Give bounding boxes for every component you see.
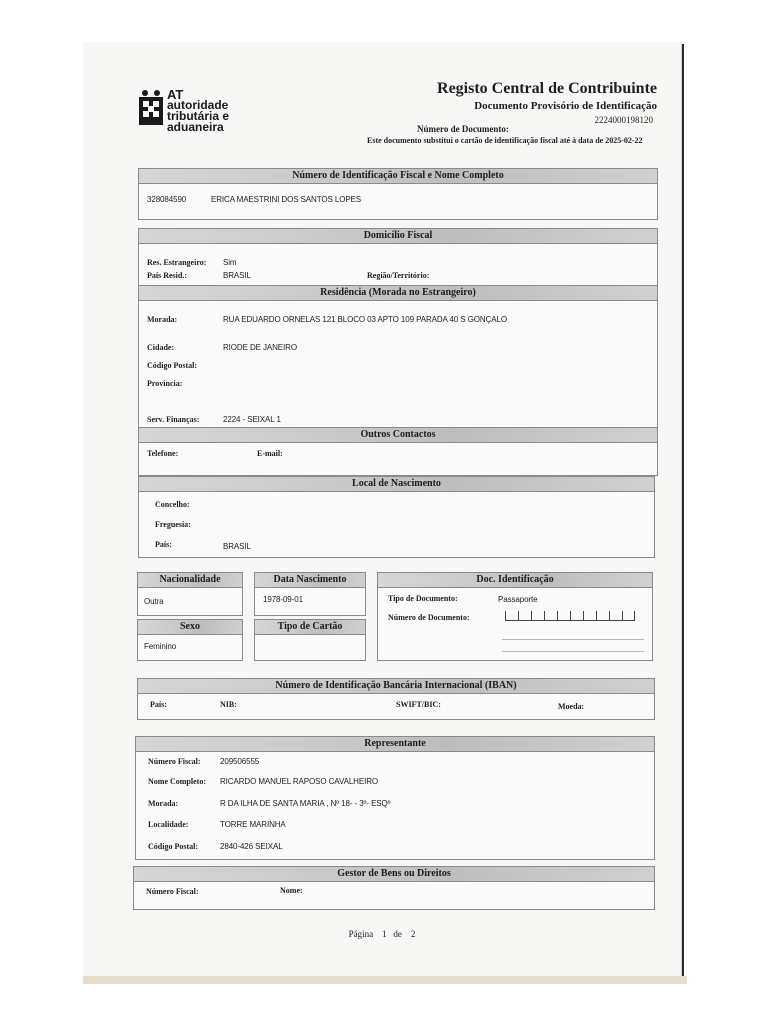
codigo-postal-label: Código Postal: [147,361,197,370]
numero-documento-line-1 [502,639,644,640]
nacionalidade-heading: Nacionalidade [138,573,242,588]
tipo-documento-label: Tipo de Documento: [388,594,458,603]
paper-edge [83,976,687,984]
res-estrangeiro-label: Res. Estrangeiro: [147,258,207,267]
logo-line-3: tributária e aduaneira [167,109,230,134]
serv-financas-value: 2224 - SEIXAL 1 [223,415,281,424]
rep-nome-label: Nome Completo: [148,777,206,786]
swift-bic-label: SWIFT/BIC: [396,700,441,709]
rep-morada-label: Morada: [148,799,179,808]
iban-heading: Número de Identificação Bancária Internacional (IBAN) [138,679,654,694]
pais-resid-value: BRASIL [223,271,251,280]
freguesia-label: Freguesia: [155,520,191,529]
rep-numero-fiscal-label: Número Fiscal: [148,757,201,766]
tipo-documento-value: Passaporte [498,595,538,604]
pagina-label: Página [348,929,374,939]
sexo-value: Feminino [144,642,177,651]
rep-localidade-value: TORRE MARINHA [220,820,286,829]
nif-heading: Número de Identificação Fiscal e Nome Completo [139,169,657,184]
nif-number: 328084590 [147,195,187,204]
page-current: 1 [382,929,387,939]
telefone-label: Telefone: [147,449,179,458]
logo-line-1: AT [167,87,184,102]
pais-nascimento-value: BRASIL [223,542,251,551]
document-title: Registo Central de Contribuinte [437,80,657,97]
domicilio-fiscal-section [138,228,658,476]
iban-pais-label: País: [150,700,167,709]
document-number-value: 2224000198120 [594,115,653,125]
document-number-label: Número de Documento: [417,124,509,134]
outros-contactos-heading: Outros Contactos [139,427,657,443]
cidade-value: RIODE DE JANEIRO [223,343,297,352]
document-page [83,42,681,982]
representante-heading: Representante [136,737,654,752]
de-label: de [393,929,402,939]
at-logo [137,87,287,134]
cidade-label: Cidade: [147,343,175,352]
numero-documento-label: Número de Documento: [388,613,470,622]
iban-section [137,678,655,720]
serv-financas-label: Serv. Finanças: [147,415,200,424]
page-total: 2 [410,929,416,939]
nif-full-name: ERICA MAESTRINI DOS SANTOS LOPES [211,195,362,204]
coat-of-arms-icon [137,89,165,127]
page-footer [83,929,681,939]
provincia-label: Província: [147,379,183,388]
pais-nascimento-label: País: [155,540,172,549]
data-nascimento-heading: Data Nascimento [255,573,365,588]
nascimento-heading: Local de Nascimento [139,477,654,492]
concelho-label: Concelho: [155,500,190,509]
logo-text [167,89,287,133]
sexo-heading: Sexo [138,620,242,635]
numero-documento-entry-boxes [505,610,635,621]
representante-section [135,736,655,860]
rep-localidade-label: Localidade: [148,820,189,829]
rep-morada-value: R DA ILHA DE SANTA MARIA , Nº 18- - 3º- ESQº [220,799,391,808]
morada-value: RUA EDUARDO ORNELAS 121 BLOCO 03 APTO 109 PARADA 40 S GONÇALO [223,315,507,324]
res-estrangeiro-value: Sim [223,258,237,267]
email-label: E-mail: [257,449,283,458]
gestor-bens-section [133,866,655,910]
gestor-heading: Gestor de Bens ou Direitos [134,867,654,882]
numero-documento-line-2 [502,651,644,652]
local-nascimento-section [138,476,655,558]
gestor-nome-label: Nome: [280,886,303,895]
gestor-numero-fiscal-label: Número Fiscal: [146,887,199,896]
logo-line-2: autoridade [167,98,229,112]
morada-label: Morada: [147,315,178,324]
sexo-section [137,619,243,661]
moeda-label: Moeda: [558,702,585,711]
nacionalidade-section [137,572,243,616]
rep-numero-fiscal-value: 209506555 [220,757,260,766]
tipo-cartao-heading: Tipo de Cartão [255,620,365,635]
tipo-cartao-section [254,619,366,661]
regiao-territorio-label: Região/Território: [367,271,430,280]
nib-label: NIB: [220,700,237,709]
nacionalidade-value: Outra [144,597,164,606]
substitution-note: Este documento substitui o cartão de identificação fiscal até à data de 2025-02-22 [367,136,643,145]
rep-codigo-postal-label: Código Postal: [148,842,198,851]
pais-resid-label: País Resid.: [147,271,187,280]
data-nascimento-value: 1978-09-01 [263,595,303,604]
doc-identificacao-heading: Doc. Identificação [378,573,652,588]
doc-identificacao-section [377,572,653,661]
nif-section [138,168,658,220]
rep-codigo-postal-value: 2840-426 SEIXAL [220,842,283,851]
data-nascimento-section [254,572,366,616]
domicilio-heading: Domicílio Fiscal [139,229,657,244]
residencia-heading: Residência (Morada no Estrangeiro) [139,285,657,301]
rep-nome-value: RICARDO MANUEL RAPOSO CAVALHEIRO [220,777,379,786]
document-subtitle: Documento Provisório de Identificação [474,100,657,112]
